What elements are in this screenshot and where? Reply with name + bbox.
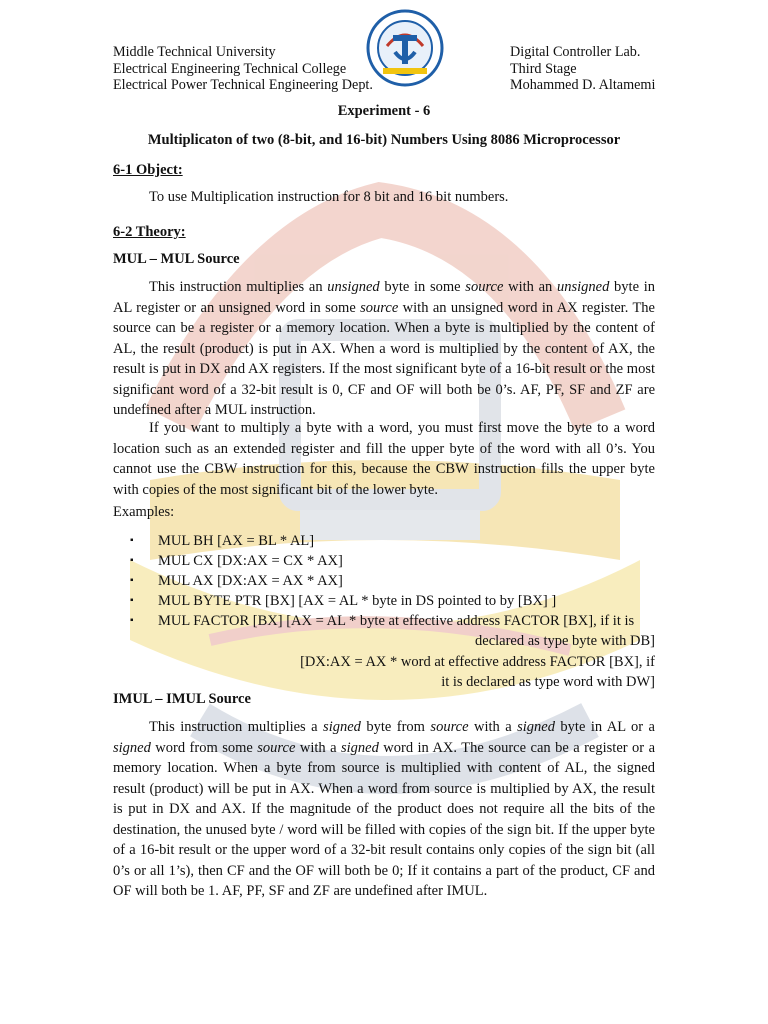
list-item: ▪ MUL BYTE PTR [BX] [AX = AL * byte in DS pointed to by [BX] ] bbox=[130, 593, 557, 609]
example-continuation-3: it is declared as type word with DW] bbox=[441, 674, 655, 690]
list-item: ▪ MUL CX [DX:AX = CX * AX] bbox=[130, 553, 343, 569]
object-heading: 6-1 Object: bbox=[113, 162, 183, 178]
mul-heading: MUL – MUL Source bbox=[113, 251, 240, 267]
imul-heading: IMUL – IMUL Source bbox=[113, 691, 251, 707]
list-item: ▪ MUL BH [AX = BL * AL] bbox=[130, 533, 315, 549]
header-right bbox=[510, 44, 655, 94]
example-continuation-1: declared as type byte with DB] bbox=[475, 633, 655, 649]
examples-list bbox=[113, 531, 655, 693]
lab-name: Digital Controller Lab. bbox=[510, 44, 641, 60]
college-name: Electrical Engineering Technical College bbox=[113, 60, 347, 77]
object-text: To use Multiplication instruction for 8 bit and 16 bit numbers. bbox=[149, 189, 509, 205]
imul-paragraph: This instruction multiplies a signed byte from source with a signed byte in AL or a signed word from some source with a signed word in AX. The source can be a register or a memory location. When a byte from source is multiplied with content of AL, the signed result (product) will be put in AX. When a word from source is multiplied by AX, the result is put in DX and AX. If the magnitude of the product does not require all the bits of the destination, the unused byte / word will be filled with copies of the sign bit. If the upper byte of a 16-bit result or the upper word of a 32-bit result contains only copies of the sign bit (all 0’s or all 1’s), then CF and the OF will both be 0; If it contains a part of the product, CF and OF will both be 1. AF, PF, SF and ZF are undefined after IMUL. bbox=[113, 719, 656, 899]
university-logo bbox=[365, 8, 445, 90]
mul-paragraph-2: If you want to multiply a byte with a word, you must first move the byte to a word location such as an extended register and fill the upper byte of the word with all 0’s. You cannot use the CBW instruction for this, because the CBW instruction fills the upper byte with copies of the most significant bit of the lower byte. bbox=[113, 420, 655, 498]
list-item: ▪ MUL FACTOR [BX] [AX = AL * byte at effective address FACTOR [BX], if it is bbox=[130, 613, 635, 629]
author-name: Mohammed D. Altamemi bbox=[510, 77, 656, 93]
department-name: Electrical Power Technical Engineering Dept. bbox=[113, 77, 373, 93]
university-name: Middle Technical University bbox=[113, 44, 276, 60]
examples-label: Examples: bbox=[113, 504, 175, 520]
stage-name: Third Stage bbox=[510, 60, 577, 77]
header-left bbox=[113, 44, 373, 94]
example-continuation-2: [DX:AX = AX * word at effective address FACTOR [BX], if bbox=[300, 653, 655, 670]
theory-heading: 6-2 Theory: bbox=[113, 224, 186, 240]
experiment-subtitle: Multiplicaton of two (8-bit, and 16-bit) Numbers Using 8086 Microprocessor bbox=[147, 132, 621, 148]
list-item: ▪ MUL AX [DX:AX = AX * AX] bbox=[130, 573, 343, 589]
experiment-title: Experiment - 6 bbox=[337, 103, 431, 119]
mul-paragraph-1: This instruction multiplies an unsigned byte in some source with an unsigned byte in AL register or an unsigned word in some source with an unsigned word in AX register. The source can be a register or a memory location. When a byte is multiplied by the content of AL, the result (product) is put in AX. When a word is multiplied by the content of AX, the result is put in DX and AX registers. If the most significant byte of a 16-bit result or the most significant word of a 32-bit result is 0, CF and OF will both be 0’s. AF, PF, SF and ZF are undefined after a MUL instruction. bbox=[113, 279, 655, 418]
